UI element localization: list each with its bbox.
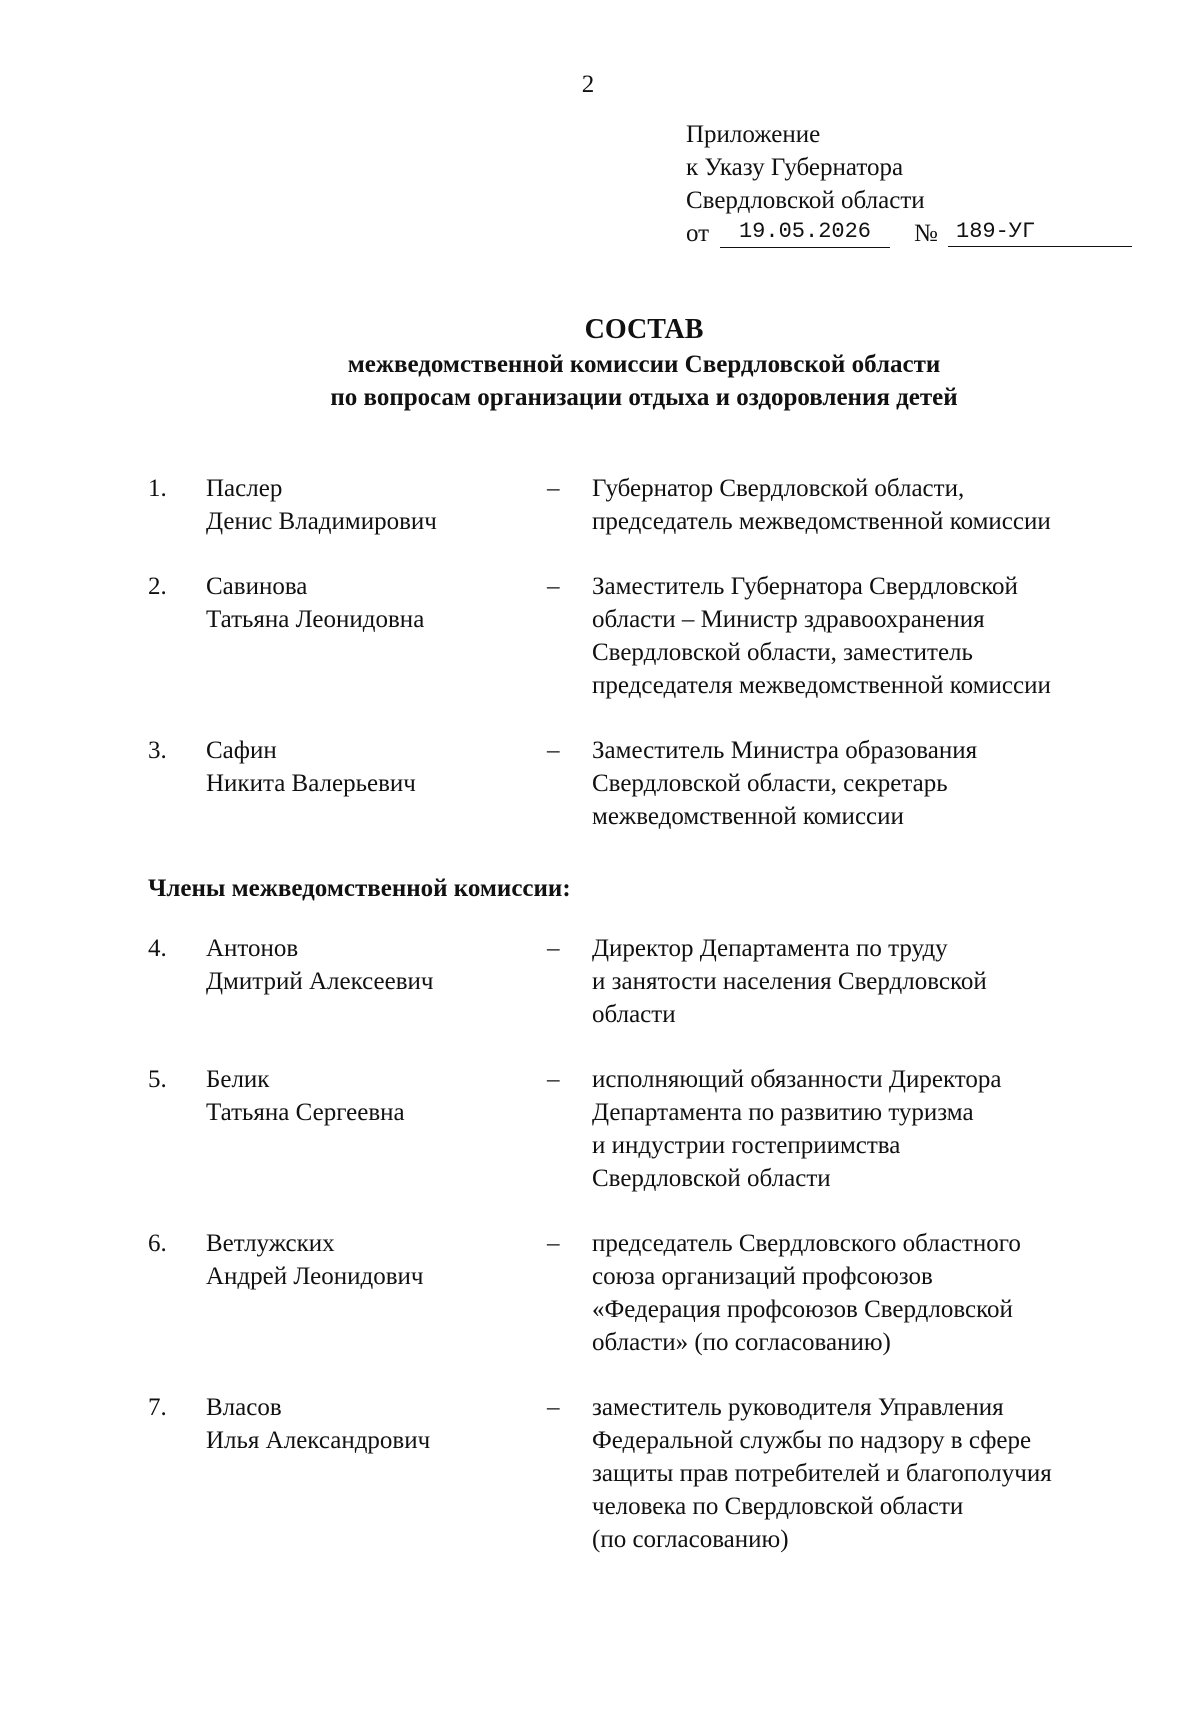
- document-subtitle-line-2: по вопросам организации отдыха и оздоровления детей: [330, 384, 958, 411]
- member-position-line: Свердловской области, секретарь: [592, 770, 948, 797]
- member-surname: Савинова: [206, 573, 308, 600]
- member-position: [592, 1227, 1132, 1359]
- member-position: [592, 1391, 1132, 1556]
- member-dash: –: [547, 475, 560, 502]
- member-surname: Паслер: [206, 475, 283, 502]
- member-number: 5.: [148, 1066, 167, 1093]
- member-dash: –: [547, 935, 560, 962]
- member-position-line: «Федерация профсоюзов Свердловской: [592, 1296, 1013, 1323]
- member-surname: Сафин: [206, 737, 277, 764]
- member-name: [206, 570, 536, 636]
- member-position-line: и занятости населения Свердловской: [592, 968, 987, 995]
- member-position: [592, 472, 1132, 538]
- member-dash: –: [547, 737, 560, 764]
- member-name: [206, 1391, 536, 1457]
- member-position-line: Свердловской области, заместитель: [592, 639, 973, 666]
- member-position-line: Заместитель Губернатора Свердловской: [592, 573, 1018, 600]
- member-number: 1.: [148, 475, 167, 502]
- member-given-name: Татьяна Леонидовна: [206, 606, 425, 633]
- member-number: 3.: [148, 737, 167, 764]
- member-position-line: исполняющий обязанности Директора: [592, 1066, 1002, 1093]
- number-label: №: [914, 220, 938, 247]
- member-position-line: и индустрии гостеприимства: [592, 1132, 901, 1159]
- member-surname: Ветлужских: [206, 1230, 335, 1257]
- member-position-line: Свердловской области: [592, 1165, 831, 1192]
- member-position-line: области» (по согласованию): [592, 1329, 891, 1356]
- member-position-line: председатель Свердловского областного: [592, 1230, 1021, 1257]
- member-dash: –: [547, 573, 560, 600]
- document-subtitle-line-1: межведомственной комиссии Свердловской области: [347, 351, 941, 378]
- appendix-line-3: Свердловской области: [686, 187, 925, 214]
- member-given-name: Андрей Леонидович: [206, 1263, 424, 1290]
- member-position-line: Директор Департамента по труду: [592, 935, 948, 962]
- member-position-line: заместитель руководителя Управления: [592, 1394, 1004, 1421]
- decree-reference: [686, 217, 1136, 250]
- member-given-name: Никита Валерьевич: [206, 770, 416, 797]
- member-number: 6.: [148, 1230, 167, 1257]
- member-position: [592, 570, 1132, 702]
- member-number: 7.: [148, 1394, 167, 1421]
- member-position-line: Губернатор Свердловской области,: [592, 475, 965, 502]
- member-name: [206, 1227, 536, 1293]
- member-given-name: Татьяна Сергеевна: [206, 1099, 405, 1126]
- member-position: [592, 1063, 1132, 1195]
- member-given-name: Илья Александрович: [206, 1427, 431, 1454]
- page-number: 2: [581, 71, 595, 98]
- member-given-name: Дмитрий Алексеевич: [206, 968, 434, 995]
- member-surname: Власов: [206, 1394, 282, 1421]
- member-position-line: председатель межведомственной комиссии: [592, 508, 1051, 535]
- member-name: [206, 932, 536, 998]
- member-number: 4.: [148, 935, 167, 962]
- member-surname: Белик: [206, 1066, 270, 1093]
- from-label: от: [686, 220, 710, 247]
- member-position: [592, 734, 1132, 833]
- member-dash: –: [547, 1230, 560, 1257]
- member-dash: –: [547, 1066, 560, 1093]
- member-name: [206, 1063, 536, 1129]
- member-position-line: Федеральной службы по надзору в сфере: [592, 1427, 1032, 1454]
- member-given-name: Денис Владимирович: [206, 508, 437, 535]
- member-position-line: области: [592, 1001, 676, 1028]
- member-position-line: (по согласованию): [592, 1526, 789, 1553]
- member-position-line: Заместитель Министра образования: [592, 737, 978, 764]
- members-section-heading: Члены межведомственной комиссии:: [148, 875, 571, 902]
- member-position-line: защиты прав потребителей и благополучия: [592, 1460, 1052, 1487]
- member-number: 2.: [148, 573, 167, 600]
- document-title: СОСТАВ: [584, 314, 704, 345]
- appendix-line-2: к Указу Губернатора: [686, 154, 904, 181]
- document-title-block: [0, 312, 1200, 414]
- member-position-line: человека по Свердловской области: [592, 1493, 964, 1520]
- decree-number: 189-УГ: [948, 217, 1132, 247]
- member-surname: Антонов: [206, 935, 299, 962]
- member-position-line: области – Министр здравоохранения: [592, 606, 985, 633]
- appendix-block: [686, 118, 1136, 250]
- decree-date: 19.05.2026: [720, 217, 890, 248]
- member-position: [592, 932, 1132, 1031]
- member-dash: –: [547, 1394, 560, 1421]
- appendix-line-1: Приложение: [686, 121, 821, 148]
- member-position-line: межведомственной комиссии: [592, 803, 904, 830]
- member-position-line: Департамента по развитию туризма: [592, 1099, 974, 1126]
- member-position-line: председателя межведомственной комиссии: [592, 672, 1051, 699]
- member-position-line: союза организаций профсоюзов: [592, 1263, 933, 1290]
- member-name: [206, 472, 536, 538]
- member-name: [206, 734, 536, 800]
